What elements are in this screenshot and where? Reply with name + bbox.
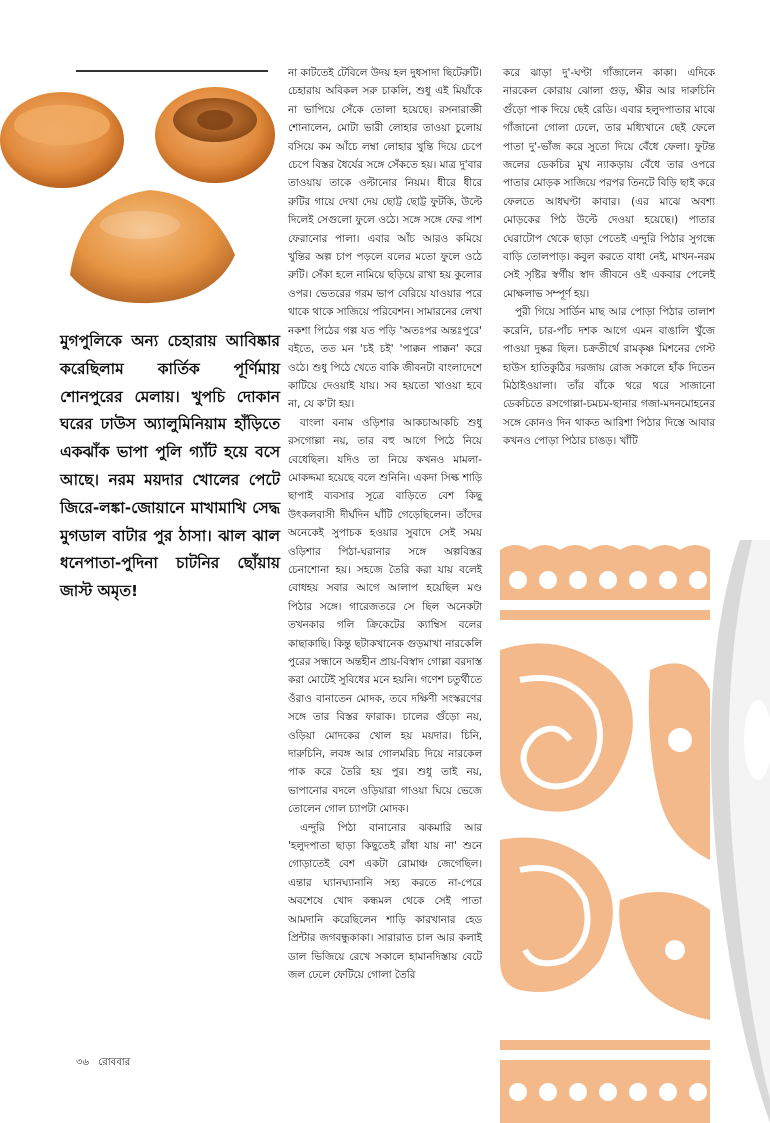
top-rule [76,70,268,72]
page-footer [76,1055,130,1072]
paragraph: বাংলা বনাম ওড়িশার আকচাআকচি শুধু রসগোল্লা নয়, তার বহু আগে পিঠে নিয়ে বেধেছিল। যদিও তা নিয়ে কখনও মামলা-মোকদ্দমা হয়েছে বলে শুনিনি। একদা সিল্ক শাড়ি ছাপাই ব্যবসার সূত্রে বাড়িতে বেশ কিছু উৎকলবাসী দীর্ঘদিন ঘাঁটি গেড়েছিলেন। তাঁদের অনেকেই সুপাচক হওয়ার সুবাদে সেই সময় ওড়িশার পিঠা-ঘরানার সঙ্গে অল্পবিস্তর চেনাশোনা হয়। সহজে তৈরি করা যায় বলেই বোধহয় সবার আগে আলাপ হয়েছিল মণ্ড পিঠার সঙ্গে। গারেজতরে সে ছিল অনেকটা তখনকার গলি ক্রিকেটের ক্যাম্বিস বলের কাছাকাছি। কিন্তু ছটাকখানেক গুড়মাখা নারকেলি পুরের সন্ধানে অন্তহীন প্রায়-বিস্বাদ গোল্লা বরদাস্ত করা মোটেই সুবিধের মনে হয়নি। গণেশ চতুর্থীতে ওঁরাও বানাতেন মোদক, তবে দক্ষিণী সংস্করণের সঙ্গে তার বিস্তর ফারাক। চালের গুঁড়ো নয়, ওড়িয়া মোদকের খোল হয় ময়দার। চিনি, দারুচিনি, লবঙ্গ আর গোলমরিচ দিয়ে নারকেল পাক করে তৈরি হয় পুর। শুধু তাই নয়, ভাপানোর বদলে ওড়িয়ারা গাওয়া ঘিয়ে ভেজে তোলেন গোল চ্যাপটা মোদক। [288,416,482,816]
pull-quote: মুগপুলিকে অন্য চেহারায় আবিষ্কার করেছিলাম কার্তিক পূর্ণিমায় শোনপুরের মেলায়। খুপচি দোকান ঘরের ঢাউস অ্যালুমিনিয়াম হাঁড়িতে একঝাঁক ভাপা পুলি গ্যাঁট হয়ে বসে আছে। নরম ময়দার খোলের পেটে জিরে-লঙ্কা-জোয়ানে মাখামাখি সেদ্ধ মুগডাল বাটার পুর ঠাসা। ঝাল ঝাল ধনেপাতা-পুদিনা চাটনির ছোঁয়ায় জাস্ট অমৃত! [60,332,280,601]
page-number: ৩৬ [76,1057,90,1068]
pithe-photo [0,85,275,315]
magazine-name: রোববার [98,1057,131,1068]
paragraph: না কাটতেই টেবিলে উদয় হল দুধসাদা ছিটেরুটি। চেহারায় অবিকল সরু চাকলি, শুধু এই মিয়াঁকে না ভাপিয়ে সেঁকে তোলা হয়েছে। রসনারাজ্ঞী শোনালেন, মোটা ভারী লোহার তাওয়া চুলোয় বসিয়ে কম আঁচে লম্বা লোহার খুন্তি দিয়ে চেপে চেপে বিস্তর ধৈর্যের সঙ্গে সেঁকতে হয়। মাত্র দু'বার তাওয়ায় তাকে ওল্টানোর নিয়ম। ধীরে ধীরে রুটির গায়ে দেখা দেয় ছোট্ট ছোট্ট ফুটকি, উল্টে দিলেই সেগুলো ফুলে ওঠে। সঙ্গে সঙ্গে ফের পাশ ফেরানোর পালা। এবার আঁচ আরও কমিয়ে খুন্তির অল্প চাপ পড়লে বলের মতো ফুলে ওঠে রুটি। সেঁকা হলে নামিয়ে ছড়িয়ে রাখা হয় কুলোর ওপর। ভেতরের গরম ভাপ বেরিয়ে যাওয়ার পরে থাকে থাকে সাজিয়ে পরিবেশন। সামারনের লেখা নকশা পিঠের গল্প যত পড়ি 'অতঃপর অন্তঃপুরে' বইতে, তত মন 'চই চই' 'পাক্কন পাক্কন' করে ওঠে। শুধু পিঠে খেতে বাকি জীবনটা বাংলাদেশে কাটিয়ে দেওয়াই যায়। সব হয়তো খাওয়া হবে না, যে ক'টা হয়। [288,67,482,411]
paragraph: করে ঝাড়া দু'-ঘণ্টা গাঁজালেন কাকা। এদিকে নারকেল কোরায় ঝোলা গুড়, ক্ষীর আর দারুচিনি গুঁড়ো পাক দিয়ে ছেই রেডি। এবার হলুদপাতার মাঝে গাঁজানো গোলা ঢেলে, তার মধ্যিখানে ছেই ফেলে পাতা দু'-ভাঁজ করে সুতো দিয়ে বেঁধে ফেলা। ফুটন্ত জলের ডেকচির মুখ ন্যাকড়ায় বেঁধে তার ওপরে পাতার মোড়ক সাজিয়ে পরপর তিনটে বিড়ি ছাই করে ফেলতে আধঘণ্টা কাবার। (এর মাঝে অবশ্য মোড়কের পিঠ উল্টে দেওয়া হয়েছে।) পাতার ঘেরাটোপ থেকে ছাড়া পেতেই এন্দুরি পিঠার সুগন্ধে বাড়ি তোলপাড়। কবুল করতে বাধা নেই, মাখন-নরম সেই সৃষ্টির স্বর্গীয় স্বাদ জীবনে ওই একবার পেলেই মোক্ষলাভ সম্পূর্ণ হয়। [503,67,715,300]
article-column-right [503,64,715,451]
paragraph: পুরী গিয়ে সার্ডিন মাছ আর পোড়া পিঠার তালাশ করেনি, চার-পাঁচ দশক আগে এমন বাঙালি খুঁজে পাওয়া দুষ্কর ছিল। চক্রতীর্থে রামকৃষ্ণ মিশনের গেস্ট হাউস হাতিকুঠির দরজায় রোজ সকালে হাঁক দিতেন মিঠাইওয়ালা। তাঁর বাঁকে থরে থরে সাজানো ডেকচিতে রসগোল্লা-চমচম-ছানার গজা-মদনমোহনের সঙ্গে কোনও দিন থাকত আরিশা পিঠার দিস্তে আবার কখনও পোড়া পিঠার চাঙড়। খাঁটি [503,306,715,448]
paragraph: এন্দুরি পিঠা বানানোর ঝকমারি আর 'হলুদপাতা ছাড়া কিছুতেই রাঁধা যায় না' শুনে গোড়াতেই বেশ একটা রোমাঞ্চ জেগেছিল। এন্তার ঘ্যানঘ্যানানি সহ্য করতে না-পেরে অবশেষে খোদ কন্ধমল থেকে সেই পাতা আমদানি করেছিলেন শাড়ি কারখানার হেড প্রিন্টার জগবন্ধুকাকা। সারারাত চাল আর কলাই ডাল ভিজিয়ে রেখে সকালে হামানদিস্তায় বেটে জল ঢেলে ফেটিয়ে গোলা তৈরি [288,821,482,981]
decorative-pattern-image [500,540,770,1123]
article-column-middle [288,64,482,984]
